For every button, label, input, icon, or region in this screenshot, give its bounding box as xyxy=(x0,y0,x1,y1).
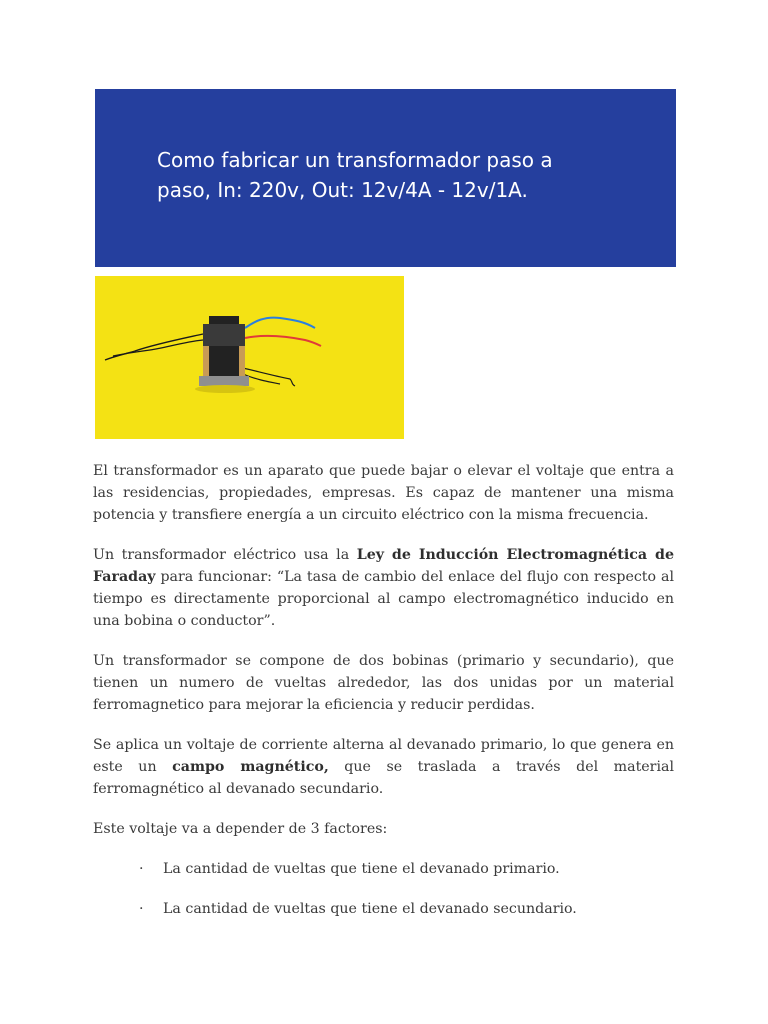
paragraph-faraday xyxy=(93,544,674,632)
paragraph-faraday-text-1: Un transformador eléctrico usa la xyxy=(93,547,357,563)
bullet-marker: · xyxy=(139,861,144,877)
paragraph-components: Un transformador se compone de dos bobinas (primario y secundario), que tienen un numero de vueltas alrededor, las dos unidas por un material ferromagnetico para mejorar la eficiencia y reducir perdidas. xyxy=(93,653,674,713)
list-item-text: La cantidad de vueltas que tiene el devanado secundario. xyxy=(163,901,577,917)
paragraph-factors: Este voltaje va a depender de 3 factores: xyxy=(93,821,388,837)
bullet-marker: · xyxy=(139,901,144,917)
list-item xyxy=(93,858,674,880)
paragraph-magnetic-field xyxy=(93,734,674,800)
document-title: Como fabricar un transformador paso a paso, In: 220v, Out: 12v/4A - 12v/1A. xyxy=(157,148,553,202)
title-banner xyxy=(95,89,676,267)
paragraph-intro: El transformador es un aparato que puede bajar o elevar el voltaje que entra a las residencias, propiedades, empresas. Es capaz de mantener una misma potencia y transfiere energía a un circuito eléctrico con la misma frecuencia. xyxy=(93,463,674,523)
paragraph-faraday-text-2: para funcionar: “La tasa de cambio del enlace del flujo con respecto al tiempo es directamente proporcional al campo electromagnético inducido en una bobina o conductor”. xyxy=(93,569,674,629)
list-item xyxy=(93,898,674,920)
factors-list xyxy=(93,858,674,920)
faraday-law-bold: Ley de Inducción Electromagnética de Faraday xyxy=(93,547,674,585)
paragraph-magnetic-text-1: Se aplica un voltaje de corriente alterna al devanado primario, lo que genera en este un xyxy=(93,737,674,775)
paragraph-magnetic-text-2: que se traslada a través del material ferromagnético al devanado secundario. xyxy=(93,759,674,797)
document-body xyxy=(93,460,674,938)
transformer-photo xyxy=(95,276,404,439)
list-item-text: La cantidad de vueltas que tiene el devanado primario. xyxy=(163,861,560,877)
magnetic-field-bold: campo magnético, xyxy=(172,759,329,775)
